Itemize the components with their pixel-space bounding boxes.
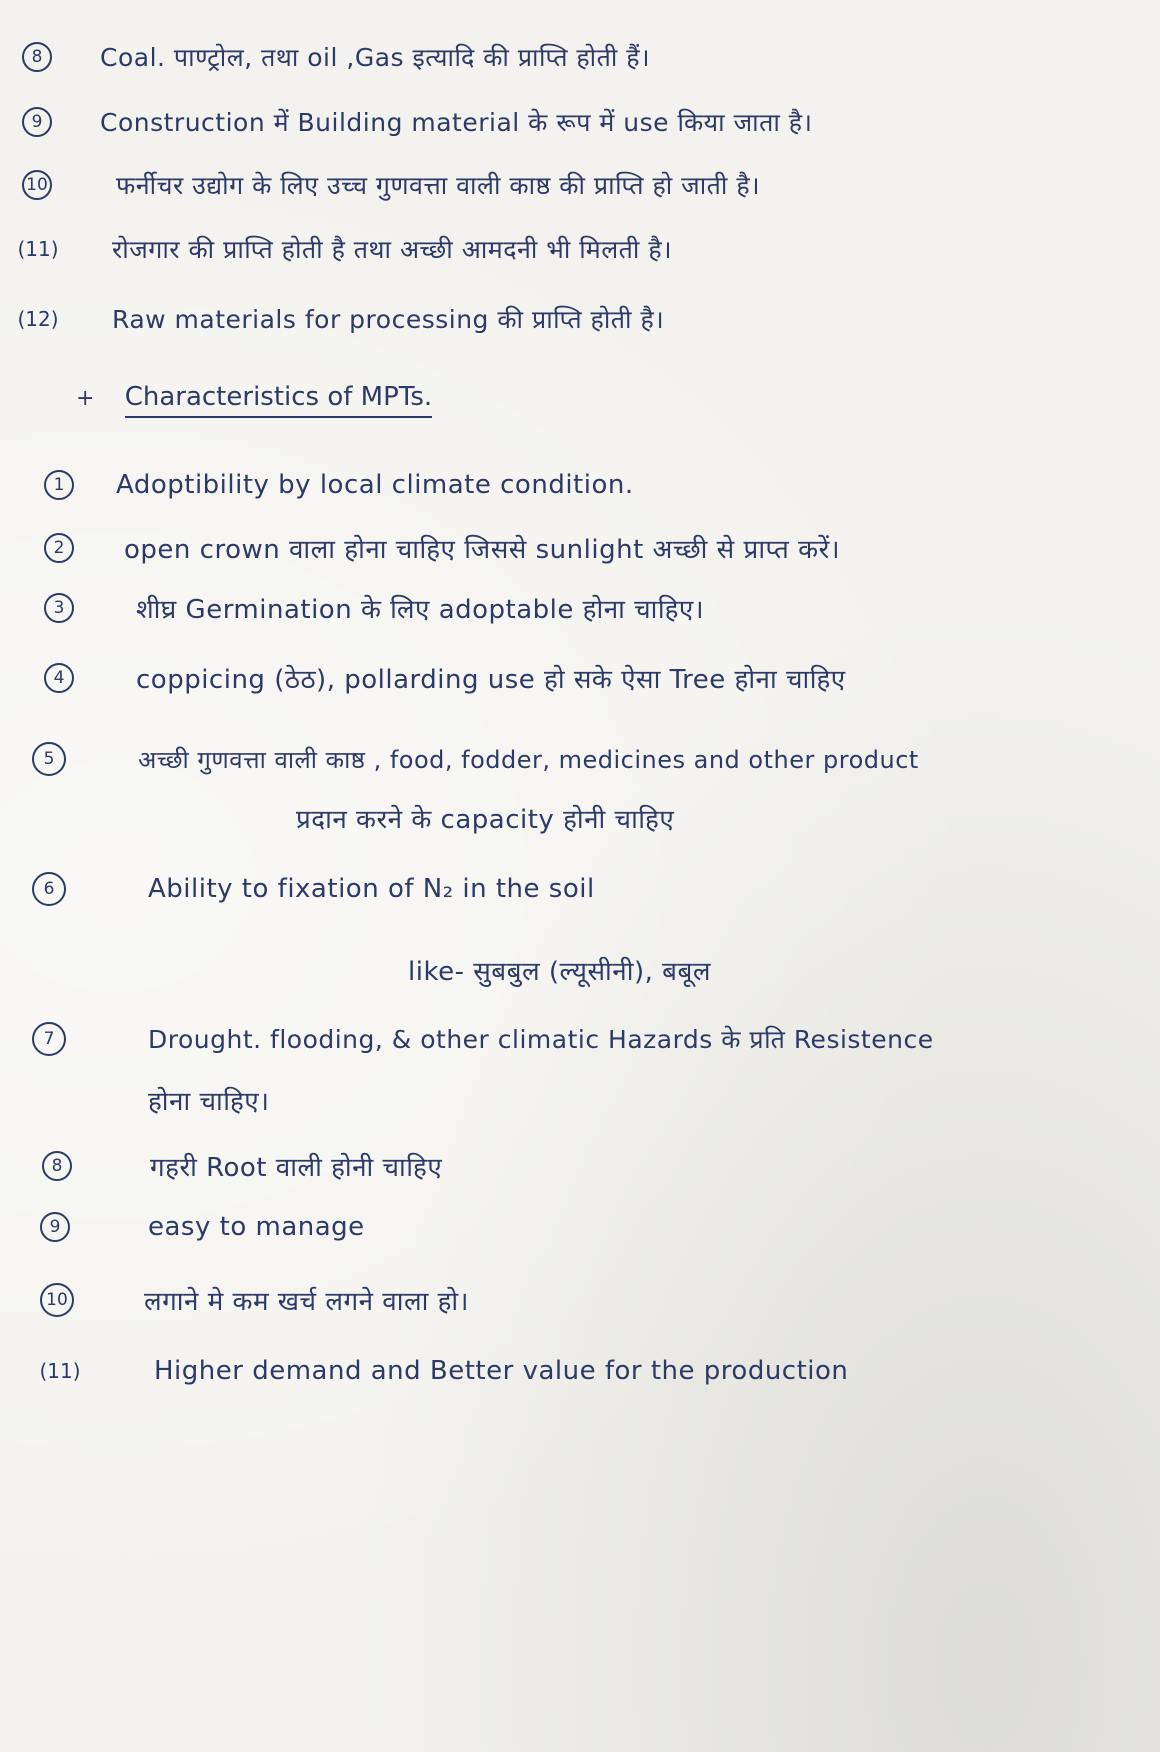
item-number: (11)	[17, 237, 59, 261]
heading-bullet: +	[76, 386, 95, 411]
item-text: Drought. flooding, & other climatic Hazards के प्रति Resistence	[148, 1025, 934, 1054]
list-item	[22, 168, 760, 202]
list-item	[30, 1356, 848, 1386]
item-number: 8	[42, 1151, 72, 1181]
list-item	[44, 530, 840, 566]
item-continuation: like- सुबबुल (ल्यूसीनी), बबूल	[408, 957, 711, 987]
list-item	[32, 1022, 934, 1056]
list-item	[40, 1282, 469, 1318]
item-number: 1	[44, 470, 74, 500]
item-text: coppicing (ठेठ), pollarding use हो सके ऐसा Tree होना चाहिए	[136, 665, 846, 695]
item-number: 9	[22, 107, 52, 137]
list-item	[44, 660, 846, 696]
item-text: Adoptibility by local climate condition.	[116, 470, 634, 500]
item-text: फर्नीचर उद्योग के लिए उच्च गुणवत्ता वाली काष्ठ की प्राप्ति हो जाती है।	[116, 171, 761, 200]
list-item	[22, 40, 650, 74]
list-item	[14, 302, 664, 336]
item-text: Higher demand and Better value for the production	[154, 1356, 849, 1386]
list-item	[44, 590, 704, 626]
list-item	[22, 105, 813, 139]
item-text: Raw materials for processing की प्राप्ति होती है।	[112, 305, 665, 334]
item-text: रोजगार की प्राप्ति होती है तथा अच्छी आमदनी भी मिलती है।	[112, 235, 673, 264]
item-number: 6	[32, 872, 66, 906]
item-number: 10	[22, 170, 52, 200]
item-number: 2	[44, 533, 74, 563]
item-number: 9	[40, 1212, 70, 1242]
list-item	[42, 1148, 442, 1184]
item-text: easy to manage	[148, 1212, 365, 1242]
item-number: 4	[44, 663, 74, 693]
item-number: 7	[32, 1022, 66, 1056]
list-item	[40, 1212, 365, 1242]
item-text: Ability to fixation of N₂ in the soil	[148, 874, 595, 904]
item-text: Coal. पाण्ट्रोल, तथा oil ,Gas इत्यादि की प्राप्ति होती हैं।	[100, 43, 651, 72]
item-number: 8	[22, 42, 52, 72]
item-number: 5	[32, 742, 66, 776]
item-text: गहरी Root वाली होनी चाहिए	[150, 1153, 443, 1183]
item-text: शीघ्र Germination के लिए adoptable होना चाहिए।	[136, 595, 705, 625]
list-item	[44, 470, 634, 500]
list-item	[32, 872, 595, 906]
item-continuation: प्रदान करने के capacity होनी चाहिए	[296, 805, 675, 835]
item-number: (11)	[39, 1359, 81, 1383]
item-text: Construction में Building material के रूप में use किया जाता है।	[100, 108, 813, 137]
list-item	[32, 742, 919, 776]
heading-text: Characteristics of MPTs.	[125, 382, 432, 418]
item-number: (12)	[17, 307, 59, 331]
item-number: 10	[40, 1283, 74, 1317]
item-text: लगाने मे कम खर्च लगने वाला हो।	[144, 1287, 470, 1317]
item-text: अच्छी गुणवत्ता वाली काष्ठ , food, fodder, medicines and other product	[138, 745, 919, 774]
item-text: open crown वाला होना चाहिए जिससे sunlight अच्छी से प्राप्त करें।	[124, 535, 841, 565]
list-item	[14, 232, 672, 266]
item-number: 3	[44, 593, 74, 623]
item-continuation: होना चाहिए।	[148, 1087, 270, 1117]
section-heading	[76, 382, 432, 412]
